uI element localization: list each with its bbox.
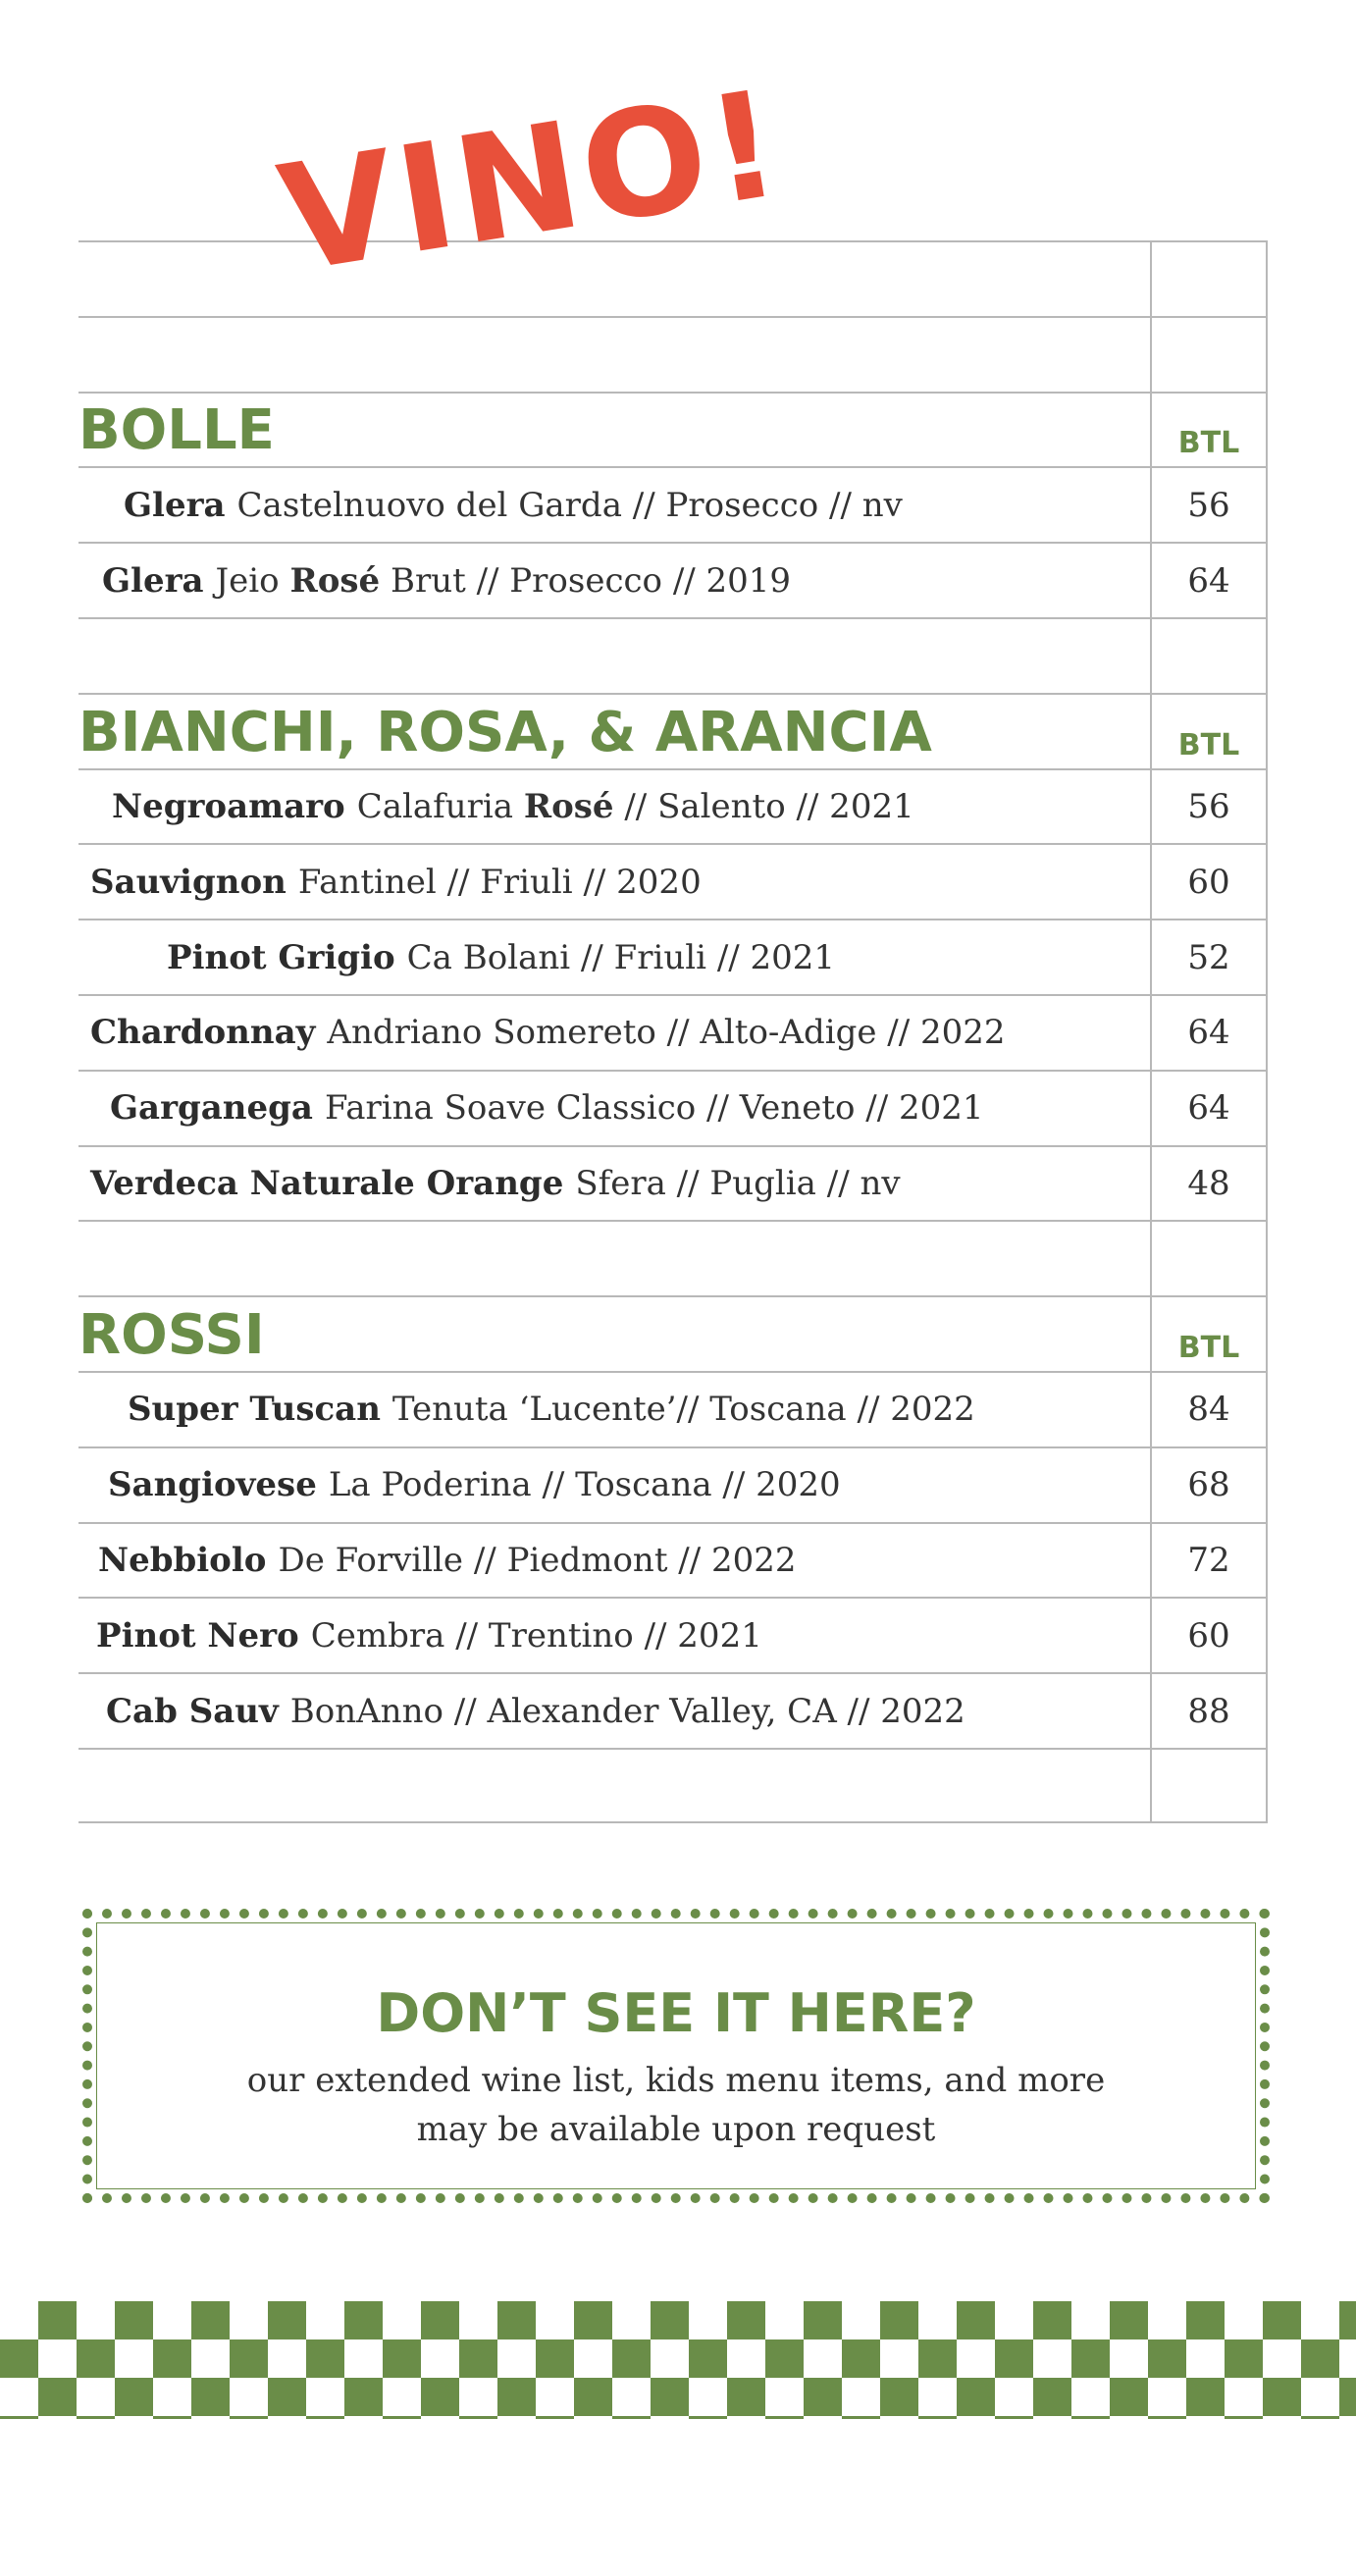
wine-grape: Pinot Grigio	[167, 937, 395, 977]
spacer-row	[78, 240, 1268, 316]
wine-price: 88	[1187, 1691, 1230, 1731]
notice-title: DON’T SEE IT HERE?	[376, 1982, 976, 2044]
checkered-border-decoration	[0, 2301, 1356, 2419]
wine-row	[78, 768, 1268, 844]
wine-description: Cembra // Trentino // 2021	[310, 1615, 762, 1656]
wine-description: Ca Bolani // Friuli // 2021	[406, 937, 836, 977]
menu-title: VINO!	[269, 58, 794, 306]
wine-grape: Negroamaro	[112, 786, 345, 826]
wine-entry	[90, 1147, 901, 1221]
wine-row	[78, 994, 1268, 1070]
wine-description: La Poderina // Toscana // 2020	[328, 1465, 841, 1505]
wine-grape: Sangiovese	[108, 1465, 317, 1505]
wine-entry	[110, 1072, 984, 1145]
wine-price: 48	[1187, 1163, 1230, 1203]
wine-row	[78, 466, 1268, 542]
wine-price: 64	[1187, 1013, 1230, 1053]
section-title: ROSSI	[78, 1302, 265, 1367]
wine-row	[78, 1145, 1268, 1221]
wine-price: 64	[1187, 1088, 1230, 1129]
wine-row	[78, 1070, 1268, 1145]
wine-price: 64	[1187, 560, 1230, 601]
section-header-bianchi	[78, 693, 1268, 768]
wine-description: De Forville // Piedmont // 2022	[278, 1540, 797, 1580]
extended-list-notice	[82, 1909, 1270, 2203]
wine-entry	[90, 996, 1006, 1070]
wine-row	[78, 542, 1268, 617]
wine-grape: Nebbiolo	[98, 1540, 267, 1580]
section-header-bolle	[78, 392, 1268, 467]
wine-grape: Glera	[124, 485, 226, 525]
wine-price: 56	[1187, 786, 1230, 826]
wine-row	[78, 843, 1268, 919]
wine-row	[78, 1522, 1268, 1598]
wine-grape: Chardonnay	[90, 1013, 316, 1053]
wine-grape: Cab Sauv	[106, 1691, 279, 1731]
wine-entry	[96, 1599, 762, 1672]
spacer-row	[78, 316, 1268, 392]
spacer-row	[78, 1748, 1268, 1823]
wine-description: Tenuta ‘Lucente’// Toscana // 2022	[391, 1390, 975, 1430]
wine-entry	[128, 1373, 975, 1446]
wine-description: Andriano Somereto // Alto-Adige // 2022	[327, 1013, 1006, 1053]
wine-price: 68	[1187, 1465, 1230, 1505]
wine-description: Jeio Rosé Brut // Prosecco // 2019	[215, 560, 792, 601]
spacer-row	[78, 617, 1268, 693]
wine-description: Sfera // Puglia // nv	[575, 1163, 901, 1203]
wine-grape: Pinot Nero	[96, 1615, 299, 1656]
wine-description: BonAnno // Alexander Valley, CA // 2022	[289, 1691, 965, 1731]
price-column-header: BTL	[1177, 1330, 1240, 1365]
section-title: BOLLE	[78, 398, 275, 463]
wine-price: 72	[1187, 1540, 1230, 1580]
wine-row	[78, 1597, 1268, 1672]
wine-row	[78, 1672, 1268, 1748]
wine-description: Castelnuovo del Garda // Prosecco // nv	[236, 485, 903, 525]
wine-entry	[124, 468, 903, 542]
wine-grape: Garganega	[110, 1088, 313, 1129]
wine-grape: Super Tuscan	[128, 1390, 381, 1430]
section-title: BIANCHI, ROSA, & ARANCIA	[78, 700, 932, 764]
wine-price: 52	[1187, 937, 1230, 977]
wine-grape: Sauvignon	[90, 862, 287, 902]
price-column-header: BTL	[1177, 426, 1240, 461]
section-header-rossi	[78, 1295, 1268, 1371]
wine-grape: Glera	[102, 560, 204, 601]
wine-row	[78, 1446, 1268, 1522]
wine-description: Calafuria Rosé // Salento // 2021	[356, 786, 914, 826]
wine-price: 84	[1187, 1390, 1230, 1430]
wine-description: Fantinel // Friuli // 2020	[297, 862, 702, 902]
wine-description: Farina Soave Classico // Veneto // 2021	[324, 1088, 984, 1129]
price-column-header: BTL	[1177, 727, 1240, 762]
wine-list	[78, 240, 1268, 1823]
wine-row	[78, 1371, 1268, 1446]
wine-entry	[102, 544, 791, 617]
wine-entry	[106, 1674, 965, 1748]
wine-row	[78, 919, 1268, 994]
notice-inner-border	[96, 1922, 1256, 2189]
wine-price: 56	[1187, 485, 1230, 525]
notice-text-line-1: our extended wine list, kids menu items, and more	[246, 2061, 1106, 2100]
wine-price: 60	[1187, 1615, 1230, 1656]
spacer-row	[78, 1220, 1268, 1295]
wine-grape: Verdeca Naturale Orange	[90, 1163, 564, 1203]
wine-entry	[112, 770, 914, 844]
wine-entry	[90, 845, 702, 919]
wine-entry	[98, 1524, 797, 1598]
wine-price: 60	[1187, 862, 1230, 902]
wine-entry	[167, 920, 835, 994]
wine-entry	[108, 1448, 841, 1522]
notice-text-line-2: may be available upon request	[416, 2110, 936, 2149]
